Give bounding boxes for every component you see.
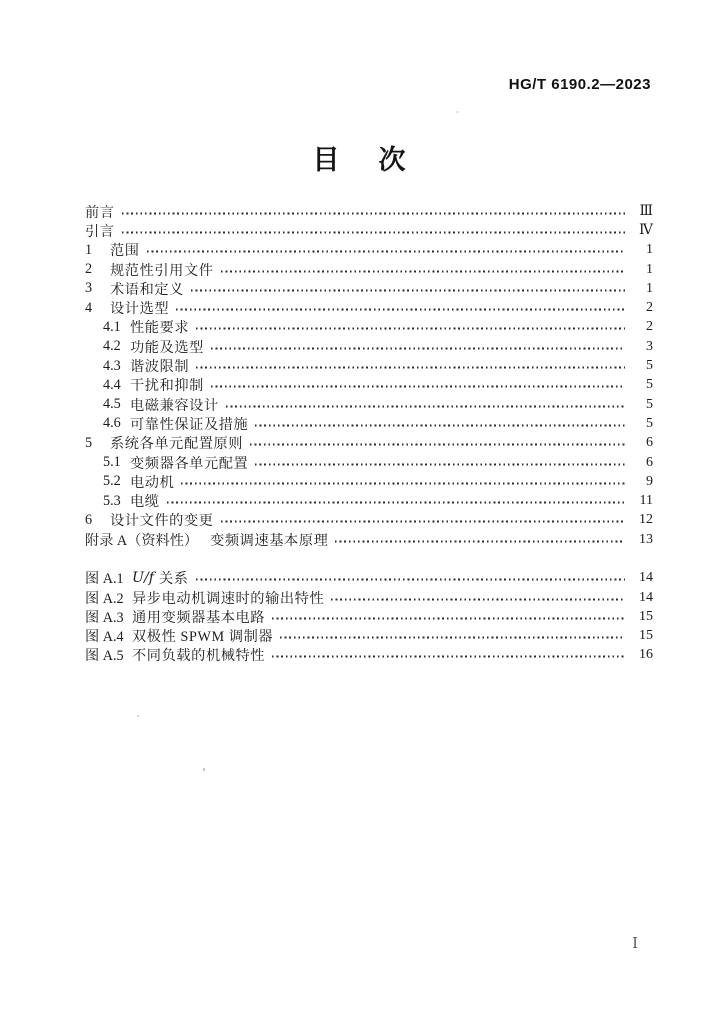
toc-page-number: 2: [646, 319, 653, 335]
toc-entry-number: 3: [85, 280, 93, 297]
toc-entry-label: 电动机: [130, 474, 175, 491]
toc-page-number: 1: [646, 280, 653, 296]
toc-entry-label: 术语和定义: [110, 281, 184, 298]
toc-page-number: 16: [639, 647, 653, 663]
dot-leader: [221, 521, 625, 523]
dot-leader: [181, 482, 625, 484]
dot-leader: [226, 405, 625, 407]
toc-entry: [85, 434, 653, 453]
toc-page-number: 3: [646, 338, 653, 354]
toc-entry: [85, 376, 653, 395]
toc-entry-label: 可靠性保证及措施: [130, 416, 249, 433]
dot-leader: [211, 386, 625, 388]
toc-entry-number: 5.2: [103, 473, 121, 490]
toc-entry-label: 变频调速基本原理: [210, 532, 329, 549]
toc-entry-label: 性能要求: [130, 320, 190, 337]
toc-entry-label: 系统各单元配置原则: [110, 436, 244, 453]
toc-page-number: 15: [639, 628, 653, 644]
dot-leader: [335, 540, 625, 542]
toc-page-number: Ⅳ: [639, 223, 653, 239]
toc-entry: [85, 202, 653, 221]
toc-entry: [85, 453, 653, 472]
toc-page-number: 2: [646, 300, 653, 316]
toc-entry-label: 电缆: [130, 494, 160, 511]
dot-leader: [331, 598, 625, 600]
toc-entry: [85, 318, 653, 337]
standard-code: HG/T 6190.2—2023: [508, 76, 651, 93]
toc-entry: [85, 337, 653, 356]
toc-entry-label: 谐波限制: [130, 359, 190, 376]
toc-entry-label: 设计选型: [110, 301, 170, 318]
toc-entry-annex: [85, 530, 653, 549]
toc-entry-label: 双极性 SPWM 调制器: [132, 629, 274, 646]
toc-page-number: 5: [646, 415, 653, 431]
dot-leader: [196, 579, 625, 581]
toc-page-number: 6: [646, 454, 653, 470]
toc-entry: [85, 511, 653, 530]
toc-entry: [85, 472, 653, 491]
toc-entry-label: 变频器各单元配置: [130, 455, 249, 472]
toc-entry-number: 2: [85, 261, 93, 278]
toc-entry: [85, 241, 653, 260]
toc-entry-figure: [85, 569, 653, 588]
dot-leader: [255, 424, 625, 426]
toc-entry-number: 图 A.2: [85, 590, 124, 607]
toc-entry-figure: [85, 627, 653, 646]
toc-entry-label: 范围: [110, 243, 140, 260]
toc-page-number: 1: [646, 261, 653, 277]
toc-entry-label: 引言: [85, 223, 115, 240]
dot-leader: [167, 502, 625, 504]
toc-entry-label: 通用变频器基本电路: [132, 609, 266, 626]
toc-entry-number: 4.1: [103, 318, 121, 335]
toc-page-number: 12: [639, 512, 653, 528]
toc-entry-number: 1: [85, 241, 93, 258]
toc-page-number: 5: [646, 377, 653, 393]
toc-page-number: 14: [639, 570, 653, 586]
toc-entry-label: 设计文件的变更: [110, 513, 214, 530]
dot-leader: [122, 231, 625, 233]
toc-page-number: Ⅲ: [639, 204, 653, 220]
scan-speck: [456, 111, 459, 113]
toc-page-number: 1: [646, 242, 653, 258]
toc-entry-label: 规范性引用文件: [110, 262, 214, 279]
toc-entry-figure: [85, 607, 653, 626]
toc-entry-number: 6: [85, 511, 93, 528]
dot-leader: [196, 328, 625, 330]
toc-entry: [85, 279, 653, 298]
dot-leader: [122, 212, 625, 214]
scan-speck: [203, 768, 205, 771]
dot-leader: [272, 617, 625, 619]
toc-page-number: 11: [639, 493, 653, 509]
toc-entry: [85, 395, 653, 414]
toc-entry-label: 不同负载的机械特性: [132, 648, 266, 665]
footer-page-number: Ⅰ: [632, 936, 638, 952]
toc-entry-number: 图 A.4: [85, 629, 124, 646]
scan-speck: [137, 715, 139, 717]
toc-page-number: 5: [646, 396, 653, 412]
dot-leader: [176, 309, 625, 311]
toc-entry-formula: U/f: [132, 570, 154, 587]
dot-leader: [211, 347, 625, 349]
toc-entry-number: 5.1: [103, 454, 121, 470]
toc-entry-number: 4.2: [103, 338, 121, 355]
toc-page-number: 6: [646, 435, 653, 451]
toc-page-number: 15: [639, 608, 653, 624]
toc-entry-number: 5.3: [103, 492, 121, 509]
toc-entry: [85, 491, 653, 510]
toc-entry-label: 异步电动机调速时的输出特性: [132, 590, 325, 607]
dot-leader: [196, 367, 625, 369]
toc-entry-number: 4: [85, 299, 93, 316]
toc-entry-number: 附录 A（资料性）: [85, 532, 199, 549]
toc-entry-figure: [85, 588, 653, 607]
toc-entry-figure: [85, 646, 653, 665]
toc-entry-label: 干扰和抑制: [130, 378, 204, 395]
dot-leader: [280, 637, 625, 639]
toc-page-number: 9: [646, 473, 653, 489]
toc-entry-number: 图 A.5: [85, 648, 124, 665]
toc-entry-number: 4.3: [103, 357, 121, 374]
dot-leader: [272, 656, 625, 658]
dot-leader: [221, 270, 625, 272]
dot-leader: [250, 444, 625, 446]
page-title: 目 次: [312, 145, 412, 175]
toc-entry: [85, 260, 653, 279]
toc-entry-label: 关系: [159, 571, 189, 588]
dot-leader: [255, 463, 625, 465]
toc-page-number: 14: [639, 589, 653, 605]
toc-entry: [85, 356, 653, 375]
toc-page-number: 5: [646, 358, 653, 374]
toc-entry-label: 电磁兼容设计: [130, 397, 219, 414]
toc-entry-number: 4.5: [103, 396, 121, 413]
toc-entry: [85, 221, 653, 240]
toc-page-number: 13: [639, 531, 653, 547]
toc-entry: [85, 414, 653, 433]
toc-entry-number: 5: [85, 434, 93, 451]
toc-entry-label: 功能及选型: [130, 339, 204, 356]
toc-entry: [85, 298, 653, 317]
toc-section-gap: [85, 549, 653, 568]
toc-entry-number: 4.4: [103, 376, 121, 393]
toc-entry-label: 前言: [85, 204, 115, 221]
dot-leader: [147, 251, 625, 253]
dot-leader: [191, 289, 625, 291]
toc-entry-number: 图 A.3: [85, 609, 124, 626]
toc-entry-number: 图 A.1: [85, 571, 124, 588]
table-of-contents: [85, 202, 653, 665]
toc-entry-number: 4.6: [103, 415, 121, 432]
